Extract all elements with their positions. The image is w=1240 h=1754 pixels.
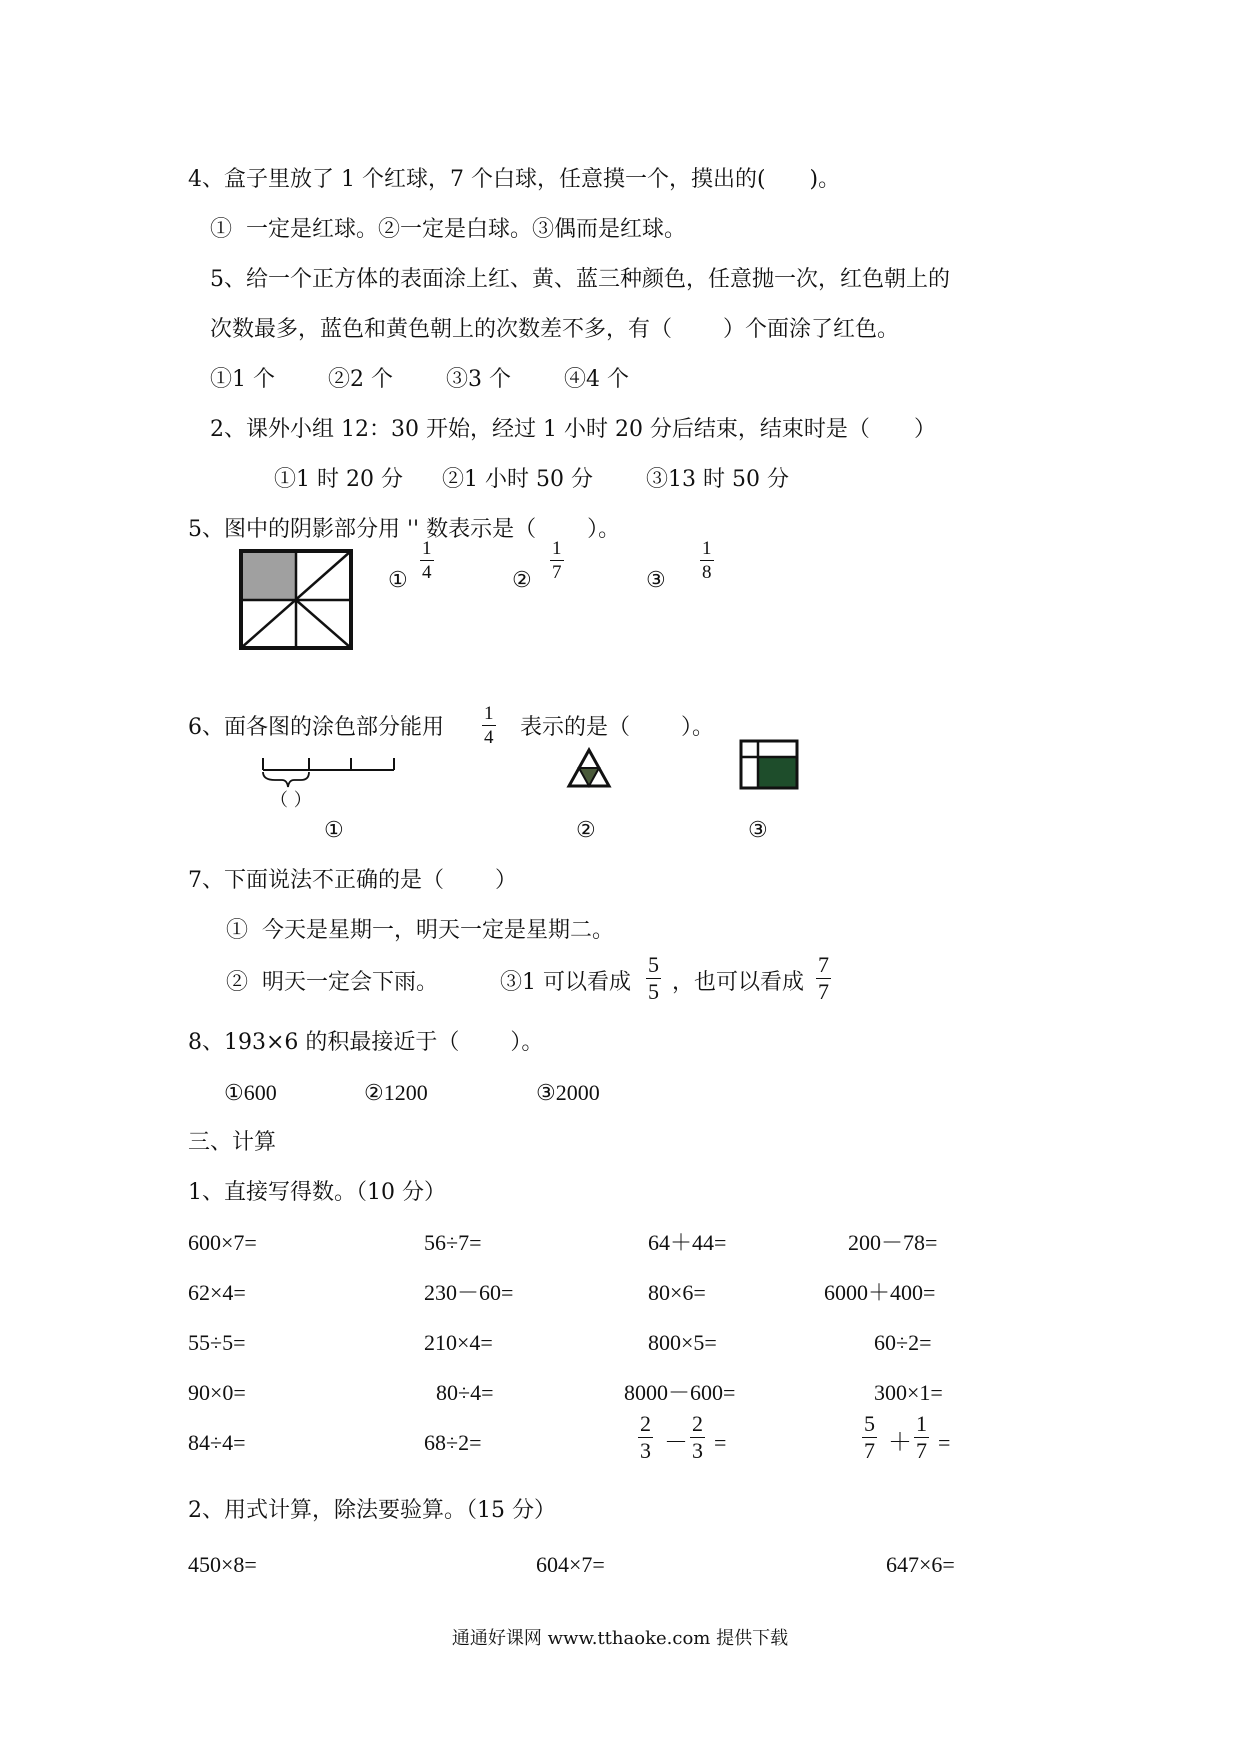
q2a-option: ②1 小时 50 分 xyxy=(442,467,593,492)
calc-item: 200－78= xyxy=(848,1230,938,1255)
calc-fraction: $\frac{2}{3}$ xyxy=(692,1411,703,1463)
q8-option: ②1200 xyxy=(364,1080,428,1105)
shaded-triangle xyxy=(579,768,599,786)
calc-item: 80×6= xyxy=(648,1280,706,1305)
q7-option-3-mid: ，也可以看成 xyxy=(672,970,805,995)
calc-item: 6000＋400= xyxy=(824,1280,936,1305)
calc-item: 56÷7= xyxy=(424,1230,482,1255)
q5a-option: ③3 个 xyxy=(446,367,511,392)
q6-label: ③ xyxy=(748,818,768,843)
q7-option-2: ② 明天一定会下雨。 xyxy=(226,970,438,995)
calc-item: 80÷4= xyxy=(436,1380,494,1405)
q4-options: ① 一定是红球。②一定是白球。③偶而是红球。 xyxy=(210,217,686,242)
q5a-stem-line2: 次数最多，蓝色和黄色朝上的次数差不多，有（ ）个面涂了红色。 xyxy=(210,317,899,342)
q5a-option: ①1 个 xyxy=(210,367,275,392)
q5b-option-mark: ② xyxy=(512,568,532,593)
footer-text: 通通好课网 www.tthaoke.com 提供下载 xyxy=(451,1628,789,1649)
calc-equals: = xyxy=(938,1430,951,1455)
q2a-stem: 2、课外小组 12：30 开始，经过 1 小时 20 分后结束，结束时是（ ） xyxy=(210,417,936,442)
q7-option-1: ① 今天是星期一，明天一定是星期二。 xyxy=(226,918,614,943)
calc-fraction: $\frac{1}{7}$ xyxy=(916,1411,927,1463)
q7-stem: 7、下面说法不正确的是（ ） xyxy=(188,868,517,893)
section3-title: 三、计算 xyxy=(188,1130,277,1155)
q8-option: ①600 xyxy=(224,1080,277,1105)
q2a-option: ①1 时 20 分 xyxy=(274,467,403,492)
shaded-square-figure xyxy=(238,548,358,652)
calc-operator: － xyxy=(664,1430,688,1456)
calc-item: 210×4= xyxy=(424,1330,493,1355)
q8-stem: 8、193×6 的积最接近于（ ）。 xyxy=(188,1030,544,1055)
calc-item: 800×5= xyxy=(648,1330,717,1355)
calc-item: 90×0= xyxy=(188,1380,246,1405)
q7-fraction-b: $\frac{7}{7}$ xyxy=(818,952,829,1004)
q5b-option-fraction: $\frac{1}{7}$ xyxy=(552,538,562,583)
shaded-rect xyxy=(758,757,797,788)
section3-part1-title: 1、直接写得数。（10 分） xyxy=(188,1180,446,1205)
calc-item: 230－60= xyxy=(424,1280,514,1305)
calc-item: 62×4= xyxy=(188,1280,246,1305)
q2a-option: ③13 时 50 分 xyxy=(646,467,789,492)
calc-item: 300×1= xyxy=(874,1380,943,1405)
q5a-stem-line1: 5、给一个正方体的表面涂上红、黄、蓝三种颜色，任意抛一次，红色朝上的 xyxy=(210,267,950,292)
q6-stem-prefix: 6、面各图的涂色部分能用 xyxy=(188,715,444,740)
calc-item: 55÷5= xyxy=(188,1330,246,1355)
shaded-cell xyxy=(241,551,296,600)
triangle-figure xyxy=(566,747,612,789)
q8-option: ③2000 xyxy=(536,1080,600,1105)
q6-fraction: $\frac{1}{4}$ xyxy=(484,703,494,748)
calc-item: 647×6= xyxy=(886,1552,955,1577)
q5a-option: ②2 个 xyxy=(328,367,393,392)
q6-label: ① xyxy=(324,818,344,843)
calc-fraction: $\frac{2}{3}$ xyxy=(640,1411,651,1463)
q5b-option-fraction: $\frac{1}{4}$ xyxy=(422,538,432,583)
calc-item: 450×8= xyxy=(188,1552,257,1577)
q5b-option-fraction: $\frac{1}{8}$ xyxy=(702,538,712,583)
q7-option-3-prefix: ③1 可以看成 xyxy=(500,970,631,995)
q6-stem-suffix: 表示的是（ ）。 xyxy=(520,715,714,740)
calc-item: 8000－600= xyxy=(624,1380,736,1405)
calc-item: 600×7= xyxy=(188,1230,257,1255)
section3-part2-title: 2、用式计算，除法要验算。（15 分） xyxy=(188,1498,556,1523)
rectangle-figure xyxy=(738,738,800,792)
q5b-option-mark: ① xyxy=(388,568,408,593)
q5a-option: ④4 个 xyxy=(564,367,629,392)
segment-brace-figure xyxy=(258,750,400,794)
calc-equals: = xyxy=(714,1430,727,1455)
q4-stem: 4、盒子里放了 1 个红球，7 个白球，任意摸一个，摸出的( )。 xyxy=(188,167,841,192)
calc-item: 604×7= xyxy=(536,1552,605,1577)
q5b-stem: 5、图中的阴影部分用 '' 数表示是（ ）。 xyxy=(188,517,621,542)
q5b-option-mark: ③ xyxy=(646,568,666,593)
q6-brace-label: （ ） xyxy=(270,790,312,811)
calc-fraction: $\frac{5}{7}$ xyxy=(864,1411,875,1463)
calc-item: 64＋44= xyxy=(648,1230,727,1255)
calc-operator: ＋ xyxy=(888,1430,912,1456)
q6-label: ② xyxy=(576,818,596,843)
calc-item: 84÷4= xyxy=(188,1430,246,1455)
calc-item: 60÷2= xyxy=(874,1330,932,1355)
calc-item: 68÷2= xyxy=(424,1430,482,1455)
q7-fraction-a: $\frac{5}{5}$ xyxy=(648,952,659,1004)
